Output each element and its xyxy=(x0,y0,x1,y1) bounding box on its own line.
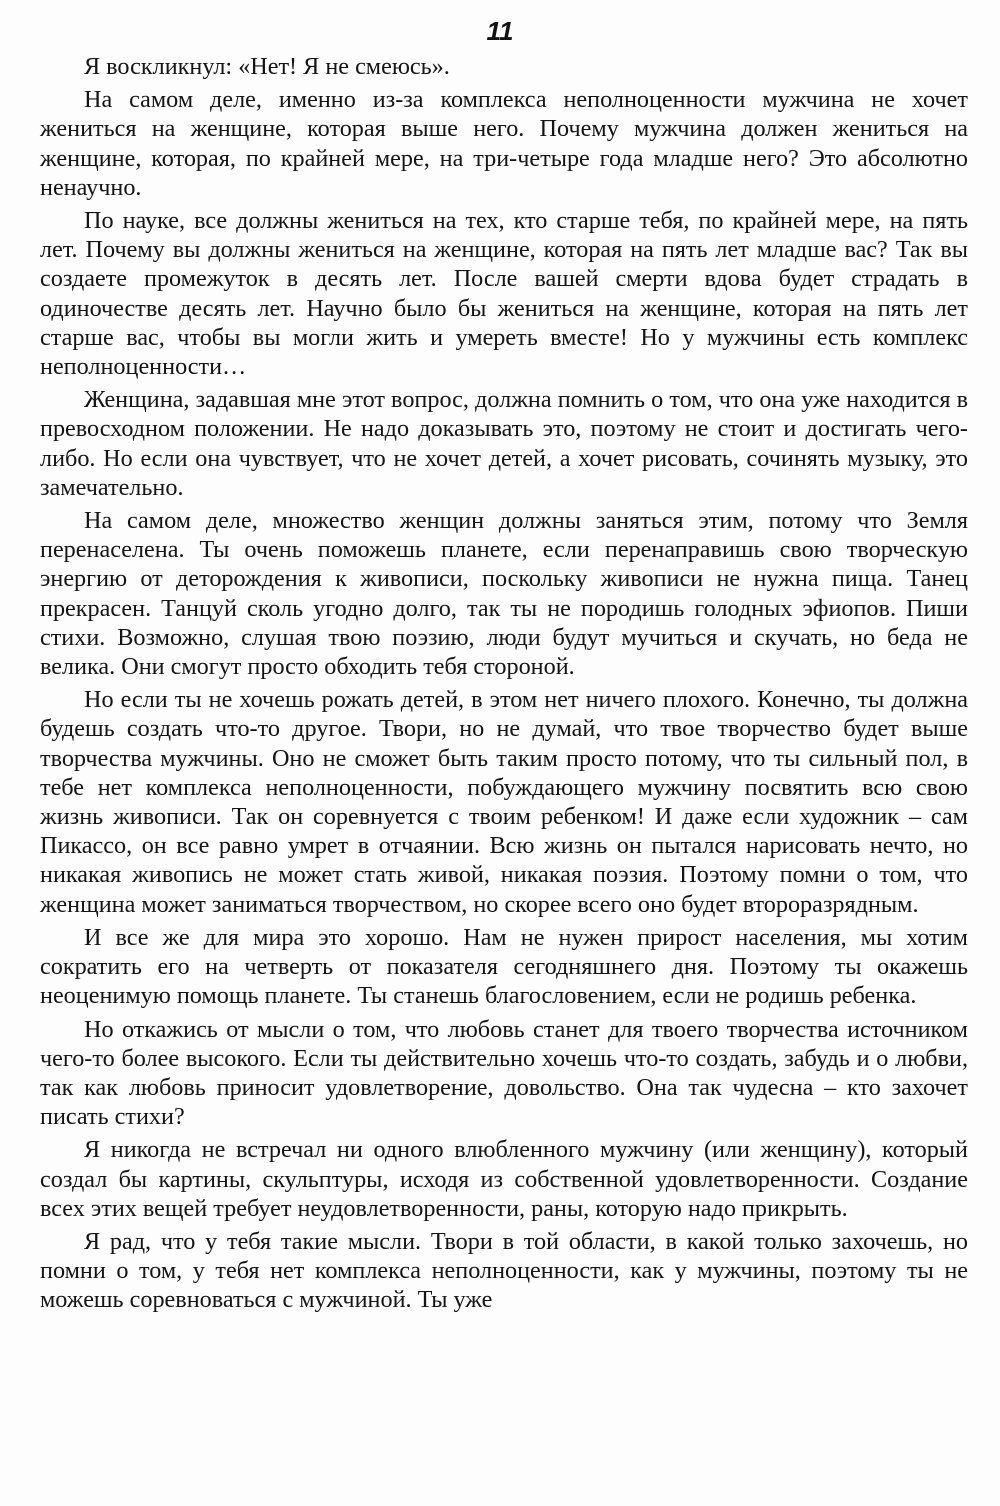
paragraph: Я никогда не встречал ни одного влюбленного мужчину (или женщину), который создал бы картины, скульптуры, исходя из собственной удовлетворенности. Создание всех этих вещей требует неудовлетворенности, раны, которую надо прикрыть. xyxy=(40,1136,968,1222)
paragraph: Я рад, что у тебя такие мысли. Твори в той области, в какой только захочешь, но помни о том, у тебя нет комплекса неполноценности, как у мужчины, поэтому ты не можешь соревноваться с мужчиной. Ты уже xyxy=(40,1227,968,1314)
body-text xyxy=(40,52,968,1319)
paragraph: Но если ты не хочешь рожать детей, в этом нет ничего плохого. Конечно, ты должна будешь создать что-то другое. Твори, но не думай, что твое творчество будет выше творчества мужчины. Оно не сможет быть таким просто потому, что ты сильный пол, в тебе нет комплекса неполноценности, побуждающего мужчину посвятить всю свою жизнь живописи. Так он соревнуется с твоим ребенком! И даже если художник – сам Пикассо, он все равно умрет в отчаянии. Всю жизнь он пытался нарисовать нечто, но никакая живопись не может стать живой, никакая поэзия. Поэтому помни о том, что женщина может заниматься творчеством, но скорее всего оно будет второразрядным. xyxy=(40,686,968,918)
paragraph: На самом деле, именно из-за комплекса неполноценности мужчина не хочет жениться на женщине, которая выше него. Почему мужчина должен жениться на женщине, которая, по крайней мере, на три-четыре года младше него? Это абсолютно ненаучно. xyxy=(40,86,968,201)
page-number: 11 xyxy=(486,16,514,46)
paragraph: Женщина, задавшая мне этот вопрос, должна помнить о том, что она уже находится в превосходном положении. Не надо доказывать это, поэтому не стоит и достигать чего-либо. Но если она чувствует, что не хочет детей, а хочет рисовать, сочинять музыку, это замечательно. xyxy=(40,386,968,501)
paragraph: На самом деле, множество женщин должны заняться этим, потому что Земля перенаселена. Ты очень поможешь планете, если перенаправишь свою творческую энергию от деторождения к живописи, поскольку живописи не нужна пища. Танец прекрасен. Танцуй сколь угодно долго, так ты не породишь голодных эфиопов. Пиши стихи. Возможно, слушая твою поэзию, люди будут мучиться и скучать, но беда не велика. Они смогут просто обходить тебя стороной. xyxy=(40,507,968,681)
paragraph: И все же для мира это хорошо. Нам не нужен прирост населения, мы хотим сократить его на четверть от показателя сегодняшнего дня. Поэтому ты окажешь неоценимую помощь планете. Ты станешь благословением, если не родишь ребенка. xyxy=(40,923,968,1010)
paragraph: По науке, все должны жениться на тех, кто старше тебя, по крайней мере, на пять лет. Почему вы должны жениться на женщине, которая на пять лет младше вас? Так вы создаете промежуток в десять лет. После вашей смерти вдова будет страдать в одиночестве десять лет. Научно было бы жениться на женщине, которая на пять лет старше вас, чтобы вы могли жить и умереть вместе! Но у мужчины есть комплекс неполноценности… xyxy=(40,207,968,381)
paragraph: Но откажись от мысли о том, что любовь станет для твоего творчества источником чего-то более высокого. Если ты действительно хочешь что-то создать, забудь и о любви, так как любовь приносит удовлетворение, довольство. Она так чудесна – кто захочет писать стихи? xyxy=(40,1015,968,1131)
paragraph: Я воскликнул: «Нет! Я не смеюсь». xyxy=(84,53,450,80)
